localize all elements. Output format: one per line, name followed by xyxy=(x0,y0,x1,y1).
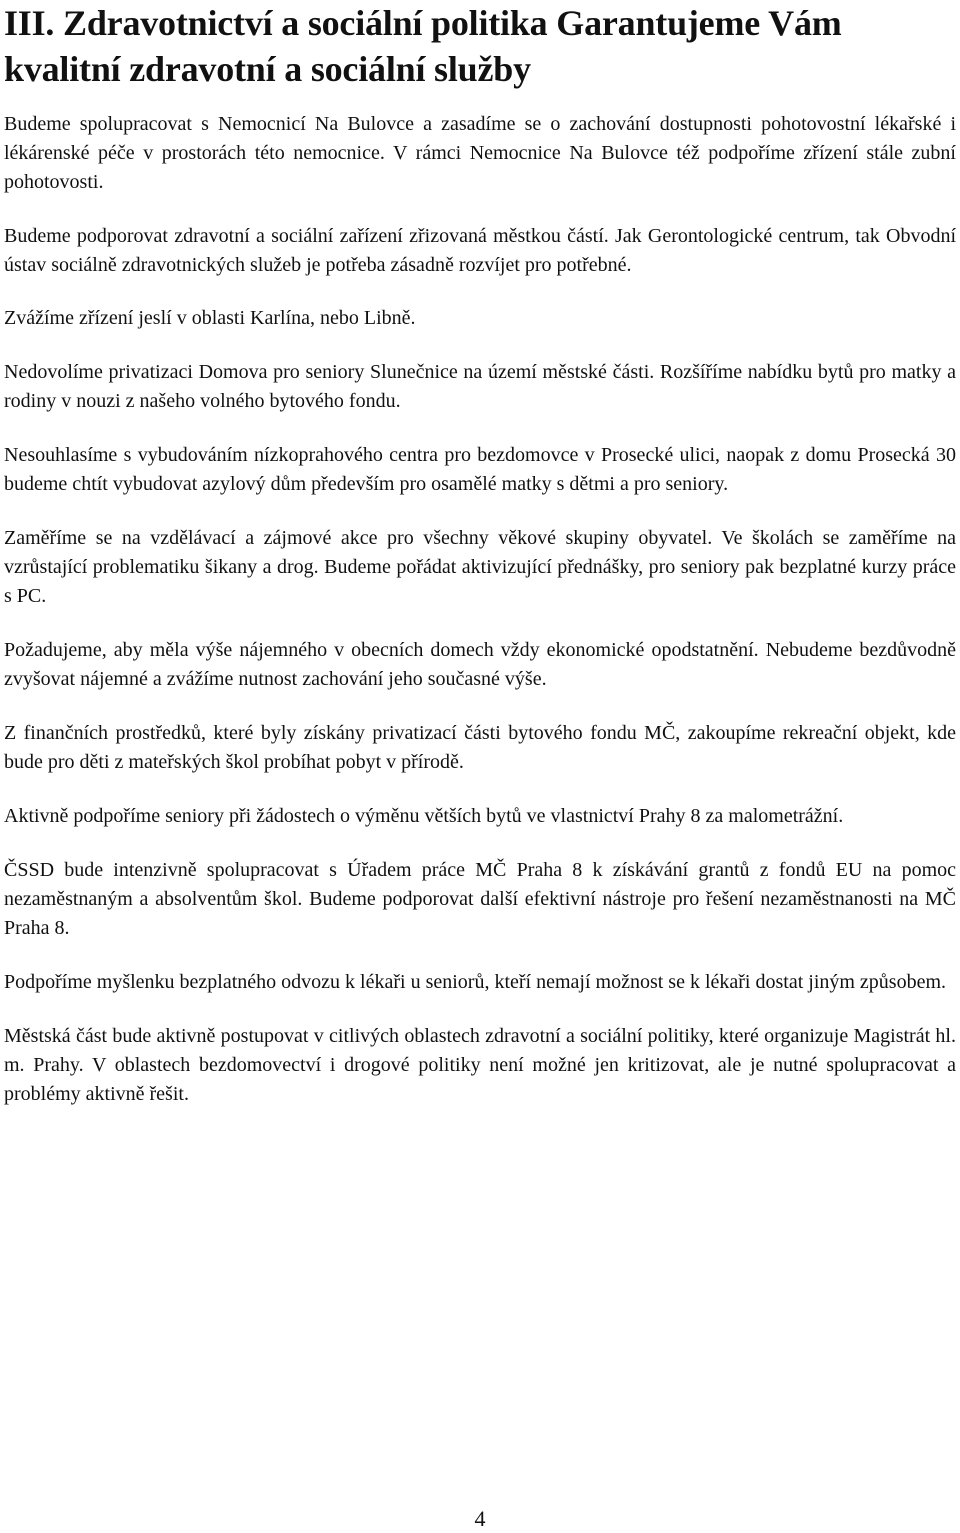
paragraph-doctor-transport: Podpoříme myšlenku bezplatného odvozu k lékaři u seniorů, kteří nemají možnost se k lékaři dostat jiným způsobem. xyxy=(4,971,947,993)
paragraph-flat-exchange: Aktivně podpoříme seniory při žádostech o výměnu větších bytů ve vlastnictví Prahy 8 za malometrážní. xyxy=(4,805,844,827)
paragraph-education: Zaměříme se na vzdělávací a zájmové akce pro všechny věkové skupiny obyvatel. Ve školách se zaměříme na vzrůstající problematiku šikany a drog. Budeme pořádat aktivizující přednášky, pro seniory pak bezplatné kurzy práce s PC. xyxy=(4,527,956,607)
paragraph-social-facilities: Budeme podporovat zdravotní a sociální zařízení zřizovaná městkou částí. Jak Gerontologické centrum, tak Obvodní ústav sociálně zdravotnických služeb je potřeba zásadně rozvíjet pro potřebné. xyxy=(4,225,956,276)
paragraph-seniors-home: Nedovolíme privatizaci Domova pro seniory Slunečnice na území městské části. Rozšíříme nabídku bytů pro matky a rodiny v nouzi z našeho volného bytového fondu. xyxy=(4,361,956,412)
paragraph-nursery: Zvážíme zřízení jeslí v oblasti Karlína, nebo Libně. xyxy=(4,307,416,329)
paragraph-rent: Požadujeme, aby měla výše nájemného v obecních domech vždy ekonomické opodstatnění. Nebudeme bezdůvodně zvyšovat nájemné a zvážíme nutnost zachování jeho současné výše. xyxy=(4,639,956,690)
paragraph-recreation: Z finančních prostředků, které byly získány privatizací části bytového fondu MČ, zakoupíme rekreační objekt, kde bude pro děti z mateřských škol probíhat pobyt v přírodě. xyxy=(4,722,956,773)
document-page xyxy=(4,0,956,1109)
paragraph-employment: ČSSD bude intenzivně spolupracovat s Úřadem práce MČ Praha 8 k získávání grantů z fondů EU na pomoc nezaměstnaným a absolventům škol. Budeme podporovat další efektivní nástroje pro řešení nezaměstnanosti na MČ Praha 8. xyxy=(4,859,956,939)
section-heading: III. Zdravotnictví a sociální politika Garantujeme Vám kvalitní zdravotní a sociální služby xyxy=(4,3,842,89)
paragraph-city-cooperation: Městská část bude aktivně postupovat v citlivých oblastech zdravotní a sociální politiky, které organizuje Magistrát hl. m. Prahy. V oblastech bezdomovectví i drogové politiky není možné jen kritizovat, ale je nutné spolupracovat a problémy aktivně řešit. xyxy=(4,1025,956,1105)
paragraph-homeless-centre: Nesouhlasíme s vybudováním nízkoprahového centra pro bezdomovce v Prosecké ulici, naopak z domu Prosecká 30 budeme chtít vybudovat azylový dům především pro osamělé matky s dětmi a pro seniory. xyxy=(4,444,956,495)
paragraph-bulovka: Budeme spolupracovat s Nemocnicí Na Bulovce a zasadíme se o zachování dostupnosti pohotovostní lékařské i lékárenské péče v prostorách této nemocnice. V rámci Nemocnice Na Bulovce též podpoříme zřízení stále zubní pohotovosti. xyxy=(4,113,956,193)
page-number: 4 xyxy=(474,1506,486,1531)
